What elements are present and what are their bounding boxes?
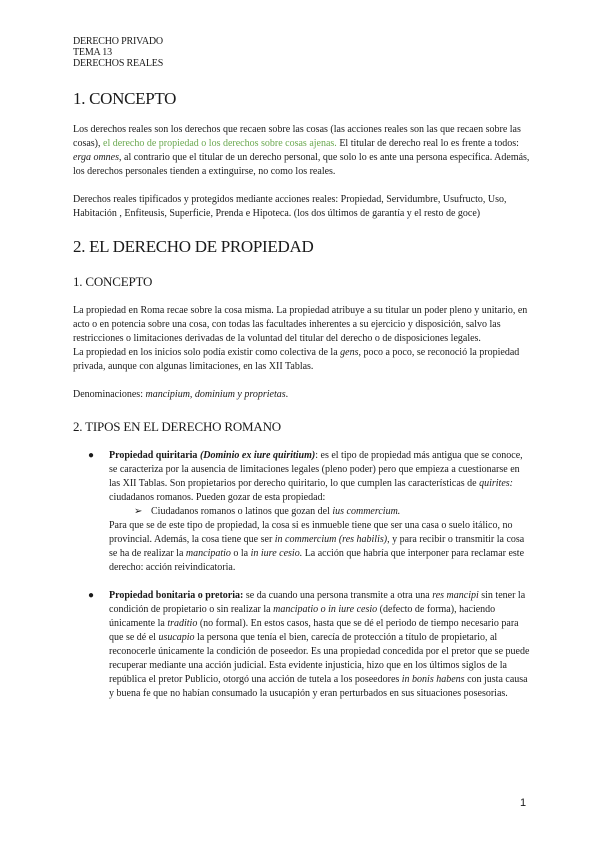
header-topic: TEMA 13 <box>73 47 112 58</box>
bullet-icon: ● <box>88 450 95 461</box>
s1-paragraph-2: Derechos reales tipificados y protegidos mediante acciones reales: Propiedad, Servidumbre, Usufructo, Uso, Habitación , Enfiteusis, Superficie, Prenda e Hipoteca. (los dos últimos de garantía y el resto de goce) <box>73 194 507 219</box>
list-item-quiritaria: ● Propiedad quiritaria (Dominio ex iure quiritium): es el tipo de propiedad más antigua que se conoce, se caracteriza por la ausencia de limitaciones legales (pleno poder) pero que empieza a cuestionarse en las XII Tablas. Son propietarios por derecho quiritario, lo que cumplen las características de quirites: ciudadanos romanos. Pueden gozar de esta propiedad: ➢ Ciudadanos romanos o latinos que gozan del ius commercium. Para que se de este tipo de propiedad, la cosa si es inmueble tiene que ser una casa o suelo itálico, no provincial. Además, la cosa tiene que ser in commercium (res habilis), y para recibir o transmitir la cosa se ha de realizar la mancipatio o la in iure cesio. La acción que habría que interponer para reclamar este derecho: acción reivindicatoria. <box>73 449 533 575</box>
list-item-bonitaria: ● Propiedad bonitaria o pretoria: se da cuando una persona transmite a otra una res mancipi sin tener la condición de propietario o sin realizar la mancipatio o in iure cesio (defecto de forma), haciendo únicamente la traditio (no formal). En estos casos, hasta que se dé el periodo de tiempo necesario para que se dé el usucapio la persona que tenía el bien, carecía de protección a título de propietario, al reconocerle únicamente la condición de poseedor. Es una propiedad concedida por el pretor que se puede recuperar mediante una acción judicial. Esta evidente injusticia, hizo que en los últimos siglos de la república el pretor Publicio, otorgó una acción de tutela a los poseedores in bonis habens con justa causa y buena fe que no habían consumado la usucapión y eran perturbados en sus situaciones posesorias. <box>88 590 530 699</box>
document-page <box>73 36 533 701</box>
section-2-title: 2. EL DERECHO DE PROPIEDAD <box>73 237 314 256</box>
s2-paragraph-2: La propiedad en los inicios solo podía existir como colectiva de la gens, poco a poco, se reconoció la propiedad privada, aunque con algunas limitaciones, en las XII Tablas. <box>73 347 520 372</box>
page-number: 1 <box>520 797 527 809</box>
s2-paragraph-1: La propiedad en Roma recae sobre la cosa misma. La propiedad atribuye a su titular un poder pleno y unitario, en acto o en potencia sobre una cosa, con todas las facultades inherentes a su ejercicio y disposición, salvo las restricciones o limitaciones derivadas de la voluntad del titular del derecho o de disposiciones legales. <box>73 305 528 344</box>
header-subject: DERECHO PRIVADO <box>73 36 163 47</box>
section-1-title: 1. CONCEPTO <box>73 89 177 108</box>
arrow-bullet-icon: ➢ <box>134 506 143 517</box>
header-title: DERECHOS REALES <box>73 58 164 69</box>
doc-header <box>73 36 533 69</box>
denominations: Denominaciones: mancipium, dominium y proprietas. <box>73 389 289 400</box>
s1-paragraph-1: Los derechos reales son los derechos que recaen sobre las cosas (las acciones reales son las que recaen sobre las cosas), el derecho de propiedad o los derechos sobre cosas ajenas. El titular de derecho real lo es frente a todos: erga omnes, al contrario que el titular de un derecho personal, que solo lo es ante una persona específica. Además, los derechos personales tienden a extinguirse, no como los reales. <box>73 124 530 177</box>
bullet-icon: ● <box>88 590 95 601</box>
sub-list-item: ➢ Ciudadanos romanos o latinos que gozan del ius commercium. <box>134 506 401 517</box>
subsection-types-title: 2. TIPOS EN EL DERECHO ROMANO <box>73 419 281 434</box>
types-list <box>73 449 533 701</box>
subsection-concept-title: 1. CONCEPTO <box>73 274 153 289</box>
